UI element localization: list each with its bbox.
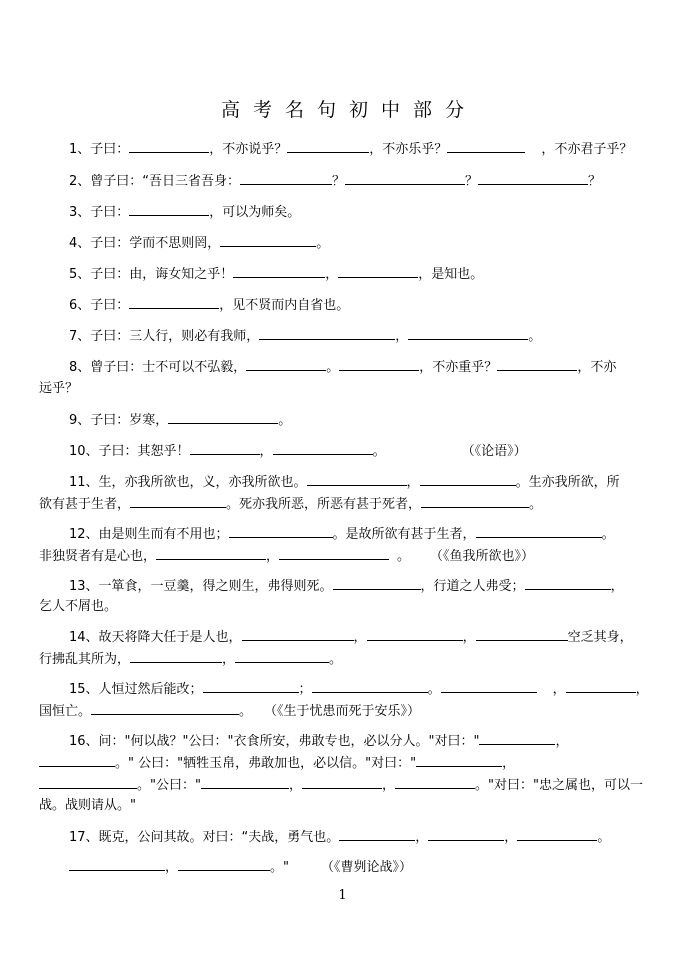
question-4: 4、子曰：学而不思则罔， 。 <box>69 233 685 253</box>
question-2: 2、曾子曰：“吾日三省吾身： ？ ？ ？ <box>69 171 685 191</box>
answer-blank[interactable] <box>156 546 266 560</box>
answer-blank[interactable] <box>447 139 525 153</box>
answer-blank[interactable] <box>476 627 568 641</box>
question-1: 1、子曰： ，不亦说乎？ ，不亦乐乎？ ，不亦君子乎？ <box>69 139 685 159</box>
answer-blank[interactable] <box>479 731 555 745</box>
answer-blank[interactable] <box>416 753 502 767</box>
question-14-line-2: 行拂乱其所为， ， 。 <box>39 649 659 669</box>
answer-blank[interactable] <box>287 139 369 153</box>
answer-blank[interactable] <box>566 679 636 693</box>
answer-blank[interactable] <box>421 494 529 508</box>
answer-blank[interactable] <box>220 233 316 247</box>
source-citation: （《论语》） <box>461 444 527 459</box>
answer-blank[interactable] <box>478 171 588 185</box>
answer-blank[interactable] <box>129 295 219 309</box>
source-citation: （《曹刿论战》） <box>321 860 413 875</box>
answer-blank[interactable] <box>497 357 577 371</box>
question-10: 10、子曰：其恕乎！ ， 。 （《论语》） <box>69 441 685 461</box>
question-3: 3、子曰： ，可以为师矣。 <box>69 202 685 222</box>
question-13-line-1: 13、一箪食，一豆羹，得之则生，弗得则死。 ，行道之人弗受； ， <box>69 576 685 596</box>
question-13-line-2: 乞人不屑也。 <box>39 599 118 614</box>
question-16-line-3: 。"公曰：" ， ， 。"对曰："忠之属也，可以一 <box>39 775 659 795</box>
answer-blank[interactable] <box>302 775 382 789</box>
answer-blank[interactable] <box>367 627 463 641</box>
answer-blank[interactable] <box>395 775 475 789</box>
answer-blank[interactable] <box>242 627 354 641</box>
answer-blank[interactable] <box>339 357 419 371</box>
question-16-line-1: 16、问："何以战？"公曰："衣食所安，弗敢专也，必以分人。"对曰：" ， <box>69 731 685 751</box>
source-citation: （《生于忧患而死于安乐》） <box>264 704 421 719</box>
answer-blank[interactable] <box>441 679 537 693</box>
answer-blank[interactable] <box>517 827 597 841</box>
answer-blank[interactable] <box>525 576 611 590</box>
source-citation: （《鱼我所欲也》） <box>430 549 535 564</box>
answer-blank[interactable] <box>178 857 270 871</box>
answer-blank[interactable] <box>201 775 289 789</box>
question-12-line-2: 非独贤者有是心也， ， 。 （《鱼我所欲也》） <box>39 546 659 566</box>
answer-blank[interactable] <box>307 472 407 486</box>
answer-blank[interactable] <box>129 202 209 216</box>
answer-blank[interactable] <box>279 546 389 560</box>
answer-blank[interactable] <box>39 775 137 789</box>
question-6: 6、子曰： ，见不贤而内自省也。 <box>69 295 685 315</box>
question-15-line-2: 国恒亡。 。 （《生于忧患而死于安乐》） <box>39 701 659 721</box>
question-17-line-1: 17、既克，公问其故。对曰：“夫战，勇气也。 ， ， 。 <box>69 827 685 847</box>
question-8-line-2: 远乎？ <box>39 381 79 396</box>
question-16-line-2: 。" 公曰："牺牲玉帛，弗敢加也，必以信。"对曰：" ， <box>39 753 659 773</box>
answer-blank[interactable] <box>420 472 516 486</box>
answer-blank[interactable] <box>91 701 239 715</box>
answer-blank[interactable] <box>259 326 395 340</box>
answer-blank[interactable] <box>345 171 465 185</box>
answer-blank[interactable] <box>130 494 226 508</box>
answer-blank[interactable] <box>203 679 299 693</box>
page-title: 高考名句初中部分 <box>220 99 477 121</box>
question-17-line-2: ， 。" （《曹刿论战》） <box>69 857 685 877</box>
answer-blank[interactable] <box>333 576 421 590</box>
answer-blank[interactable] <box>338 264 418 278</box>
answer-blank[interactable] <box>240 171 332 185</box>
question-8-line-1: 8、曾子曰：士不可以不弘毅， 。 ，不亦重乎？ ，不亦 <box>69 357 685 377</box>
answer-blank[interactable] <box>408 326 528 340</box>
question-9: 9、子曰：岁寒， 。 <box>69 410 685 430</box>
answer-blank[interactable] <box>246 357 326 371</box>
question-14-line-1: 14、故天将降大任于是人也， ， ， 空乏其身， <box>69 627 685 647</box>
answer-blank[interactable] <box>190 441 260 455</box>
answer-blank[interactable] <box>273 441 373 455</box>
answer-blank[interactable] <box>69 857 165 871</box>
answer-blank[interactable] <box>129 139 209 153</box>
question-7: 7、子曰：三人行，则必有我师， ， 。 <box>69 326 685 346</box>
answer-blank[interactable] <box>229 524 333 538</box>
answer-blank[interactable] <box>312 679 428 693</box>
question-12-line-1: 12、由是则生而有不用也； 。是故所欲有甚于生者， 。 <box>69 524 685 544</box>
answer-blank[interactable] <box>39 753 115 767</box>
question-11-line-1: 11、生，亦我所欲也，义，亦我所欲也。 ， 。生亦我所欲，所 <box>69 472 685 492</box>
answer-blank[interactable] <box>130 649 222 663</box>
answer-blank[interactable] <box>233 264 325 278</box>
page-number: 1 <box>338 888 347 903</box>
question-16-line-4: 战。战则请从。" <box>39 798 136 813</box>
question-15-line-1: 15、人恒过然后能改； ； 。 ， ， <box>69 679 685 699</box>
answer-blank[interactable] <box>339 827 415 841</box>
answer-blank[interactable] <box>476 524 602 538</box>
answer-blank[interactable] <box>428 827 504 841</box>
question-11-line-2: 欲有甚于生者， 。死亦我所恶，所恶有甚于死者， 。 <box>39 494 659 514</box>
answer-blank[interactable] <box>235 649 329 663</box>
answer-blank[interactable] <box>168 410 278 424</box>
question-5: 5、子曰：由，诲女知之乎！ ， ，是知也。 <box>69 264 685 284</box>
